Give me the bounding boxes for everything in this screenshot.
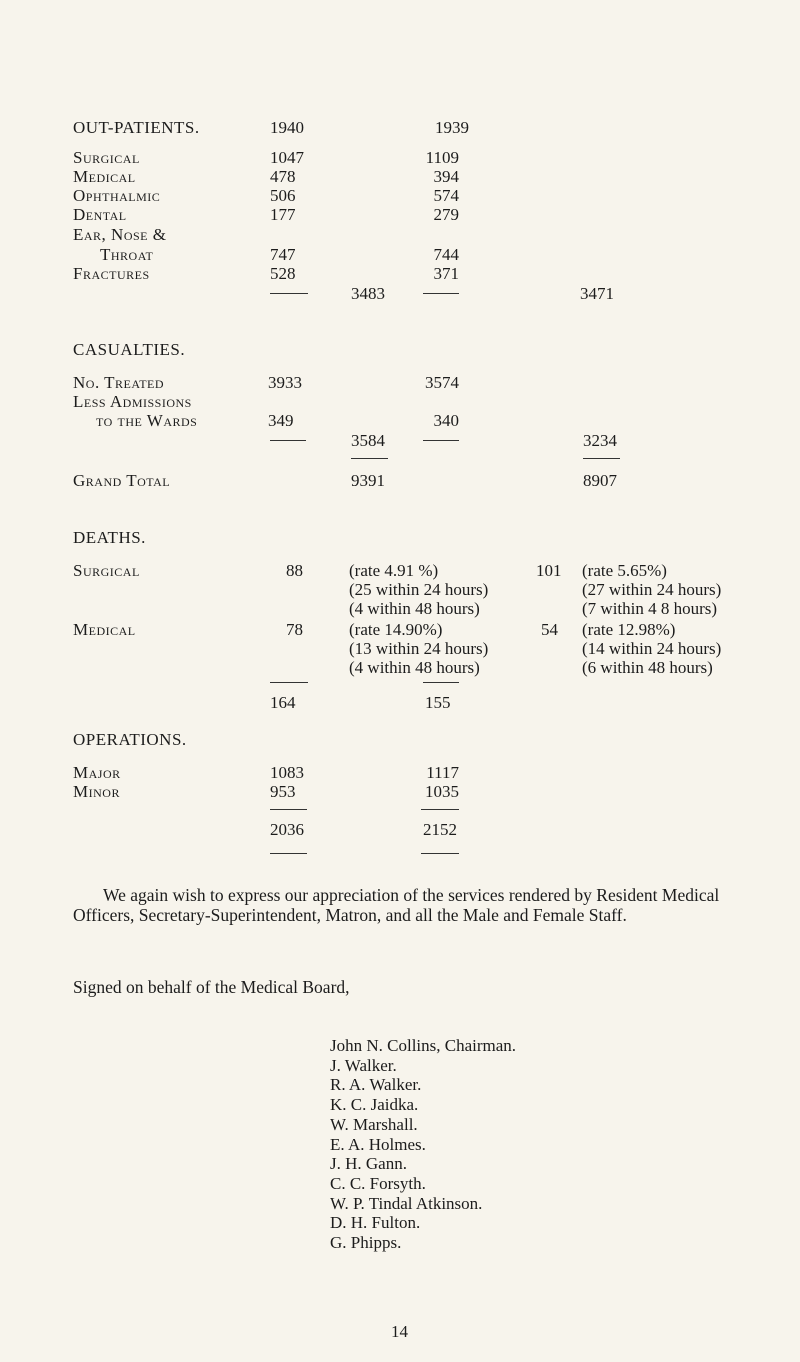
row-label-surgical-deaths: Surgical xyxy=(73,561,140,580)
casualties-total-1940: 3584 xyxy=(351,431,385,450)
row-label-less-admissions: Less Admissions xyxy=(73,392,192,411)
row-label-dental: Dental xyxy=(73,205,127,224)
subtotal-rule xyxy=(270,809,307,810)
operations-heading: OPERATIONS. xyxy=(73,730,187,749)
medical-deaths-1939: 54 xyxy=(541,620,558,639)
row-label-throat: Throat xyxy=(100,245,154,264)
out-patients-total-1940: 3483 xyxy=(351,284,385,303)
medical-rate-1939: (rate 12.98%) xyxy=(582,620,676,639)
total-rule xyxy=(270,853,307,854)
ophthalmic-1940: 506 xyxy=(270,186,296,205)
surgical-24h-1939: (27 within 24 hours) xyxy=(582,580,722,599)
signatory: W. Marshall. xyxy=(330,1114,418,1134)
surgical-rate-1939: (rate 5.65%) xyxy=(582,561,667,580)
minor-1940: 953 xyxy=(270,782,296,801)
row-label-ophthalmic: Ophthalmic xyxy=(73,186,161,205)
grand-total-1939: 8907 xyxy=(583,471,617,490)
fractures-1940: 528 xyxy=(270,264,296,283)
surgical-48h-1939: (7 within 4 8 hours) xyxy=(582,599,718,618)
subtotal-rule xyxy=(270,293,308,294)
less-1939: 340 xyxy=(433,411,459,430)
signatory: John N. Collins, Chairman. xyxy=(330,1036,517,1055)
signatory-list xyxy=(330,1036,516,1253)
row-label-surgical: Surgical xyxy=(73,148,140,167)
out-patients-heading: OUT-PATIENTS. xyxy=(73,118,200,137)
dental-1939: 279 xyxy=(433,205,459,224)
major-1940: 1083 xyxy=(270,763,304,782)
signatory: K. C. Jaidka. xyxy=(330,1095,419,1115)
signatory: C. C. Forsyth. xyxy=(330,1173,426,1193)
subtotal-rule xyxy=(421,809,459,810)
ophthalmic-1939: 574 xyxy=(433,186,459,205)
medical-1940: 478 xyxy=(270,167,296,186)
grand-total-rule xyxy=(351,458,388,459)
major-1939: 1117 xyxy=(426,763,459,782)
grand-total-1940: 9391 xyxy=(351,471,385,490)
subtotal-rule xyxy=(270,440,306,441)
surgical-deaths-1939: 101 xyxy=(536,561,562,580)
operations-total-1939: 2152 xyxy=(423,820,457,839)
subtotal-rule xyxy=(270,682,308,683)
row-label-ent: Ear, Nose & xyxy=(73,225,167,244)
surgical-deaths-1940: 88 xyxy=(286,561,303,580)
row-label-to-wards: to the Wards xyxy=(96,411,198,430)
medical-rate-1940: (rate 14.90%) xyxy=(349,620,443,639)
year-1939-header: 1939 xyxy=(435,118,469,137)
row-label-treated: No. Treated xyxy=(73,373,165,392)
subtotal-rule xyxy=(423,440,459,441)
surgical-48h-1940: (4 within 48 hours) xyxy=(349,599,480,618)
total-rule xyxy=(421,853,459,854)
signatory: W. P. Tindal Atkinson. xyxy=(330,1193,483,1213)
signatory: G. Phipps. xyxy=(330,1233,402,1253)
signatory: R. A. Walker. xyxy=(330,1075,422,1095)
medical-24h-1939: (14 within 24 hours) xyxy=(582,639,722,658)
medical-48h-1940: (4 within 48 hours) xyxy=(349,658,480,677)
surgical-1940: 1047 xyxy=(270,148,304,167)
out-patients-total-1939: 3471 xyxy=(580,284,614,303)
minor-1939: 1035 xyxy=(425,782,459,801)
medical-1939: 394 xyxy=(433,167,459,186)
medical-deaths-1940: 78 xyxy=(286,620,303,639)
row-label-medical: Medical xyxy=(73,167,136,186)
row-label-minor: Minor xyxy=(73,782,120,801)
grand-total-label: Grand Total xyxy=(73,471,171,490)
fractures-1939: 371 xyxy=(433,264,459,283)
deaths-total-1939: 155 xyxy=(425,693,451,712)
casualties-total-1939: 3234 xyxy=(583,431,617,450)
treated-1939: 3574 xyxy=(425,373,459,392)
treated-1940: 3933 xyxy=(268,373,302,392)
subtotal-rule xyxy=(423,293,459,294)
subtotal-rule xyxy=(423,682,459,683)
row-label-major: Major xyxy=(73,763,121,782)
row-label-medical-deaths: Medical xyxy=(73,620,136,639)
row-label-fractures: Fractures xyxy=(73,264,150,283)
ent-1940: 747 xyxy=(270,245,296,264)
medical-48h-1939: (6 within 48 hours) xyxy=(582,658,713,677)
medical-24h-1940: (13 within 24 hours) xyxy=(349,639,489,658)
deaths-heading: DEATHS. xyxy=(73,528,146,547)
page-number: 14 xyxy=(391,1322,408,1341)
surgical-24h-1940: (25 within 24 hours) xyxy=(349,580,489,599)
deaths-total-1940: 164 xyxy=(270,693,296,712)
appreciation-paragraph: We again wish to express our appreciation of the services rendered by Resident Medical Officers, Secretary-Superintendent, Matron, and all the Male and Female Staff. xyxy=(73,885,720,925)
signatory: J. H. Gann. xyxy=(330,1154,407,1174)
grand-total-rule xyxy=(583,458,620,459)
dental-1940: 177 xyxy=(270,205,296,224)
signatory: E. A. Holmes. xyxy=(330,1134,426,1154)
operations-total-1940: 2036 xyxy=(270,820,304,839)
ent-1939: 744 xyxy=(433,245,459,264)
signatory: J. Walker. xyxy=(330,1055,397,1075)
less-1940: 349 xyxy=(268,411,294,430)
surgical-1939: 1109 xyxy=(425,148,459,167)
signatory: D. H. Fulton. xyxy=(330,1213,421,1233)
signed-line: Signed on behalf of the Medical Board, xyxy=(73,977,350,997)
surgical-rate-1940: (rate 4.91 %) xyxy=(349,561,439,580)
year-1940-header: 1940 xyxy=(270,118,304,137)
casualties-heading: CASUALTIES. xyxy=(73,340,186,359)
